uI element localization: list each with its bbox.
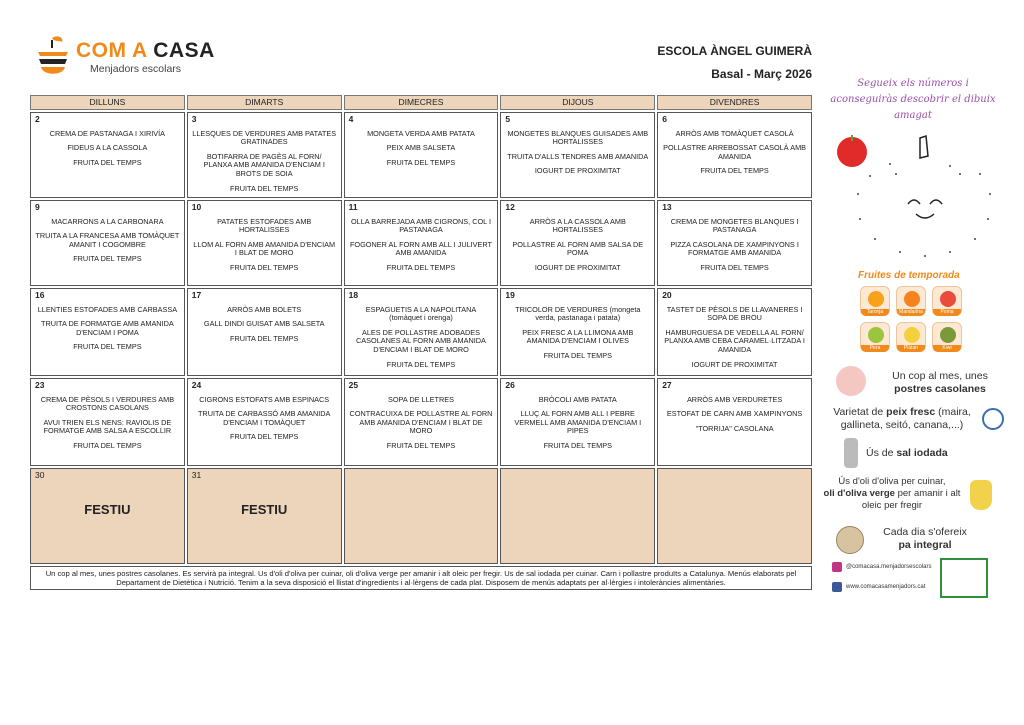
fruit-icon — [940, 291, 956, 307]
day-cell-holiday — [187, 468, 342, 564]
instagram-handle[interactable]: @comacasa.menjadorsescolars — [846, 564, 932, 570]
first-course: SOPA DE LLETRES — [388, 394, 454, 404]
dessert: FRUITA DEL TEMPS — [386, 262, 456, 272]
day-cell — [500, 200, 655, 286]
day-cell — [187, 378, 342, 466]
dessert: FRUITA DEL TEMPS — [543, 350, 612, 360]
dessert: IOGURT DE PROXIMITAT — [534, 166, 621, 176]
day-number: 31 — [191, 470, 202, 480]
fruit-tile — [932, 286, 962, 316]
weekday-header: DIVENDRES — [657, 95, 812, 110]
day-cell-empty — [657, 468, 812, 564]
second-course: TRUITA A LA FRANCESA AMB TOMÀQUET AMANIT I COGOMBRE — [35, 231, 180, 249]
dessert: FRUITA DEL TEMPS — [230, 183, 299, 193]
day-number: 24 — [191, 380, 202, 390]
day-cell-holiday — [30, 468, 185, 564]
fruit-tile — [860, 286, 890, 316]
logo-subtitle: Menjadors escolars — [90, 63, 182, 75]
day-cell — [657, 200, 812, 286]
school-name: ESCOLA ÀNGEL GUIMERÀ — [657, 44, 812, 58]
day-cell — [187, 200, 342, 286]
day-cell — [187, 112, 342, 198]
first-course: TASTET DE PÈSOLS DE LLAVANERES I SOPA DE BROU — [666, 304, 803, 323]
first-course: CREMA DE PASTANAGA I XIRIVÍA — [49, 128, 166, 138]
dessert: IOGURT DE PROXIMITAT — [691, 359, 778, 369]
day-cell — [657, 288, 812, 376]
day-number: 26 — [505, 380, 515, 390]
day-number: 13 — [662, 202, 672, 212]
first-course: OLLA BARREJADA AMB CIGRONS, COL I PASTANAGA — [350, 216, 492, 235]
day-cell — [500, 288, 655, 376]
dessert: FRUITA DEL TEMPS — [230, 333, 299, 343]
fresh-fish-info: Varietat de peix fresc (maira, gallineta, seitó, canana,...) — [833, 406, 971, 431]
day-number: 12 — [505, 202, 515, 212]
day-number: 10 — [191, 202, 202, 212]
day-number: 27 — [662, 380, 672, 390]
weekday-header-row — [30, 95, 812, 110]
dessert: IOGURT DE PROXIMITAT — [534, 262, 621, 272]
day-number: 23 — [35, 380, 45, 390]
dessert: FRUITA DEL TEMPS — [700, 262, 769, 272]
fruit-name: Pera — [861, 345, 889, 352]
day-number: 2 — [35, 114, 40, 124]
menu-week-last — [30, 468, 812, 564]
day-cell — [344, 112, 499, 198]
second-course: BOTIFARRA DE PAGÈS AL FORN/ PLANXA AMB AMANIDA D'ENCIAM I BROTS DE SOIA — [203, 151, 325, 178]
website-link[interactable]: www.comacasamenjadors.cat — [846, 584, 926, 590]
connect-dots-puzzle — [830, 134, 1000, 264]
day-cell — [30, 288, 185, 376]
second-course: TRUITA DE FORMATGE AMB AMANIDA D'ENCIAM I POMA — [41, 319, 174, 337]
pot-logo-icon — [34, 34, 72, 80]
second-course: LLOM AL FORN AMB AMANIDA D'ENCIAM I BLAT DE MORO — [193, 239, 336, 258]
fruit-icon — [904, 327, 920, 343]
dessert: FRUITA DEL TEMPS — [386, 157, 456, 167]
second-course: AVUI TRIEN ELS NENS: RAVIOLIS DE FORMATGE AMB SALSA A ESCOLLIR — [43, 417, 172, 436]
day-cell — [30, 200, 185, 286]
dessert: "TORRIJA" CASOLANA — [695, 423, 774, 433]
homemade-dessert-info: Un cop al mes, unes postres casolanes — [892, 370, 988, 395]
puzzle-instructions: Segueix els números i aconseguiràs descobrir el dibuix amagat — [830, 78, 996, 121]
dessert: FRUITA DEL TEMPS — [73, 440, 142, 450]
day-number: 11 — [348, 202, 358, 212]
dessert: FRUITA DEL TEMPS — [386, 359, 456, 369]
menu-week — [30, 112, 812, 198]
day-number: 17 — [191, 290, 202, 300]
dessert: FRUITA DEL TEMPS — [543, 440, 612, 450]
second-course: PEIX FRESC A LA LLIMONA AMB AMANIDA D'ENCIAM I OLIVES — [522, 327, 634, 346]
day-number: 19 — [505, 290, 515, 300]
wholegrain-bread-info: Cada dia s'ofereix pa integral — [883, 526, 967, 551]
day-cell — [344, 288, 499, 376]
second-course: ESTOFAT DE CARN AMB XAMPINYONS — [666, 409, 803, 419]
second-course: TRUITA DE CARBASSÓ AMB AMANIDA D'ENCIAM I TOMÀQUET — [197, 409, 331, 427]
dessert: FRUITA DEL TEMPS — [73, 157, 142, 167]
healthy-school-logo — [940, 558, 988, 598]
second-course: CONTRACUIXA DE POLLASTRE AL FORN AMB AMANIDA D'ENCIAM I BLAT DE MORO — [349, 409, 493, 436]
facebook-icon — [832, 582, 842, 592]
info-sidebar — [822, 70, 1012, 610]
second-course: PEIX AMB SALSETA — [386, 143, 456, 153]
day-number: 6 — [662, 114, 667, 124]
second-course: GALL DINDI GUISAT AMB SALSETA — [203, 319, 325, 329]
second-course: FOGONER AL FORN AMB ALL I JULIVERT AMB AMANIDA — [349, 239, 493, 258]
first-course: LLESQUES DE VERDURES AMB PATATES GRATINADES — [192, 128, 337, 147]
first-course: ARRÒS AMB TOMÀQUET CASOLÀ — [675, 128, 794, 138]
holiday-label: FESTIU — [241, 501, 288, 517]
olive-oil-info: Ús d'oli d'oliva per cuinar, oli d'oliva verge per amanir i alt oleic per fregir — [823, 476, 961, 511]
salt-shaker-icon — [844, 438, 858, 468]
dessert: FRUITA DEL TEMPS — [73, 254, 142, 264]
day-cell — [30, 378, 185, 466]
fruit-name: Plàtan — [897, 345, 925, 352]
holiday-label: FESTIU — [84, 501, 131, 517]
second-course: FIDEUS A LA CASSOLA — [67, 143, 148, 153]
weekday-header: DIMARTS — [187, 95, 342, 110]
dessert: FRUITA DEL TEMPS — [73, 342, 142, 352]
weekday-header: DIJOUS — [500, 95, 655, 110]
fruit-icon — [868, 291, 884, 307]
day-number: 30 — [35, 470, 45, 480]
day-number: 9 — [35, 202, 40, 212]
first-course: TRICOLOR DE VERDURES (mongeta verda, pastanaga i patata) — [515, 304, 641, 323]
day-number: 18 — [348, 290, 359, 300]
second-course: POLLASTRE ARREBOSSAT CASOLÀ AMB AMANIDA — [663, 143, 807, 161]
menu-week — [30, 378, 812, 466]
first-course: PATATES ESTOFADES AMB HORTALISSES — [217, 216, 312, 235]
day-cell — [30, 112, 185, 198]
fish-seal-icon — [982, 408, 1004, 430]
day-cell-empty — [344, 468, 499, 564]
second-course: LLUÇ AL FORN AMB ALL I PEBRE VERMELL AMB AMANIDA D'ENCIAM I PIPES — [514, 409, 642, 436]
second-course: PIZZA CASOLANA DE XAMPINYONS I FORMATGE AMB AMANIDA — [670, 239, 799, 258]
dessert: FRUITA DEL TEMPS — [230, 432, 299, 442]
day-number: 3 — [191, 114, 197, 124]
day-cell — [657, 378, 812, 466]
day-cell-empty — [500, 468, 655, 564]
fruit-name: Mandarina — [897, 309, 925, 316]
day-cell — [344, 378, 499, 466]
apple-icon — [837, 137, 867, 167]
second-course: HAMBURGUESA DE VEDELLA AL FORN/ PLANXA AMB CEBA CARAMEL·LITZADA I AMANIDA — [664, 327, 805, 354]
menu-calendar — [30, 95, 812, 566]
fruit-name: Poma — [933, 309, 961, 316]
first-course: ARRÒS A LA CASSOLA AMB HORTALISSES — [529, 216, 626, 235]
first-course: ESPAGUETIS A LA NAPOLITANA (tomàquet i orenga) — [365, 304, 477, 323]
first-course: CREMA DE MONGETES BLANQUES I PASTANAGA — [670, 216, 799, 235]
dessert-icon — [836, 366, 866, 396]
day-cell — [657, 112, 812, 198]
second-course: TRUITA D'ALLS TENDRES AMB AMANIDA — [507, 151, 649, 161]
menu-footer-note: Un cop al mes, unes postres casolanes. Es servirà pa integral. Us d'oli d'oliva per cuinar, oli d'oliva verge per amanir i alt oleic per fregir. Us de sal iodada per cuinar. Carn i pollastre produïts a Catalunya. Menús elaborats pel Departament de Dietètica i Nutrició. Tenim a la seva disposició el llistat d'ingredients i al·lèrgens de cada plat. Disposem de menús adaptats per al·lèrgies i intoleràncies alimentàries. — [30, 566, 812, 590]
day-number: 20 — [662, 290, 672, 300]
first-course: LLENTIES ESTOFADES AMB CARBASSA — [37, 304, 178, 314]
fruit-tile — [932, 322, 962, 352]
first-course: ARRÒS AMB VERDURETES — [686, 394, 783, 404]
fruit-name: Kiwi — [933, 345, 961, 352]
menu-weeks — [30, 112, 812, 466]
oil-bottle-icon — [970, 480, 992, 510]
fruit-name: Taronja — [861, 309, 889, 316]
day-number: 4 — [348, 114, 354, 124]
first-course: MONGETA VERDA AMB PATATA — [367, 128, 475, 138]
instagram-icon — [832, 562, 842, 572]
first-course: CREMA DE PÈSOLS I VERDURES AMB CROSTONS CASOLANS — [40, 394, 175, 413]
dessert: FRUITA DEL TEMPS — [386, 440, 456, 450]
first-course: BRÒCOLI AMB PATATA — [538, 394, 617, 404]
first-course: ARRÒS AMB BOLETS — [227, 304, 302, 314]
iodized-salt-info: Ús de sal iodada — [866, 447, 948, 459]
second-course: ALES DE POLLASTRE ADOBADES CASOLANES AL FORN AMB AMANIDA D'ENCIAM I BLAT DE MORO — [356, 327, 486, 354]
menu-week — [30, 288, 812, 376]
bread-icon — [836, 526, 864, 554]
day-cell — [500, 378, 655, 466]
menu-week — [30, 200, 812, 286]
weekday-header: DILLUNS — [30, 95, 185, 110]
first-course: MONGETES BLANQUES GUISADES AMB HORTALISSES — [507, 128, 649, 147]
dessert: FRUITA DEL TEMPS — [700, 166, 769, 176]
menu-period: Basal - Març 2026 — [711, 67, 812, 81]
first-course: CIGRONS ESTOFATS AMB ESPINACS — [199, 394, 330, 404]
fruit-tile — [896, 286, 926, 316]
seasonal-fruits-title: Fruites de temporada — [858, 270, 960, 281]
day-number: 25 — [348, 380, 359, 390]
dessert: FRUITA DEL TEMPS — [230, 262, 299, 272]
fruit-icon — [868, 327, 884, 343]
first-course: MACARRONS A LA CARBONARA — [51, 216, 164, 226]
day-cell — [500, 112, 655, 198]
brand-logo — [34, 34, 234, 82]
fruit-icon — [940, 327, 956, 343]
day-cell — [187, 288, 342, 376]
fruit-tile — [860, 322, 890, 352]
logo-title: COM A CASA — [76, 39, 215, 62]
weekday-header: DIMECRES — [344, 95, 499, 110]
fruit-tile — [896, 322, 926, 352]
day-number: 16 — [35, 290, 45, 300]
day-number: 5 — [505, 114, 511, 124]
day-cell — [344, 200, 499, 286]
fruit-icon — [904, 291, 920, 307]
second-course: POLLASTRE AL FORN AMB SALSA DE POMA — [512, 239, 644, 258]
